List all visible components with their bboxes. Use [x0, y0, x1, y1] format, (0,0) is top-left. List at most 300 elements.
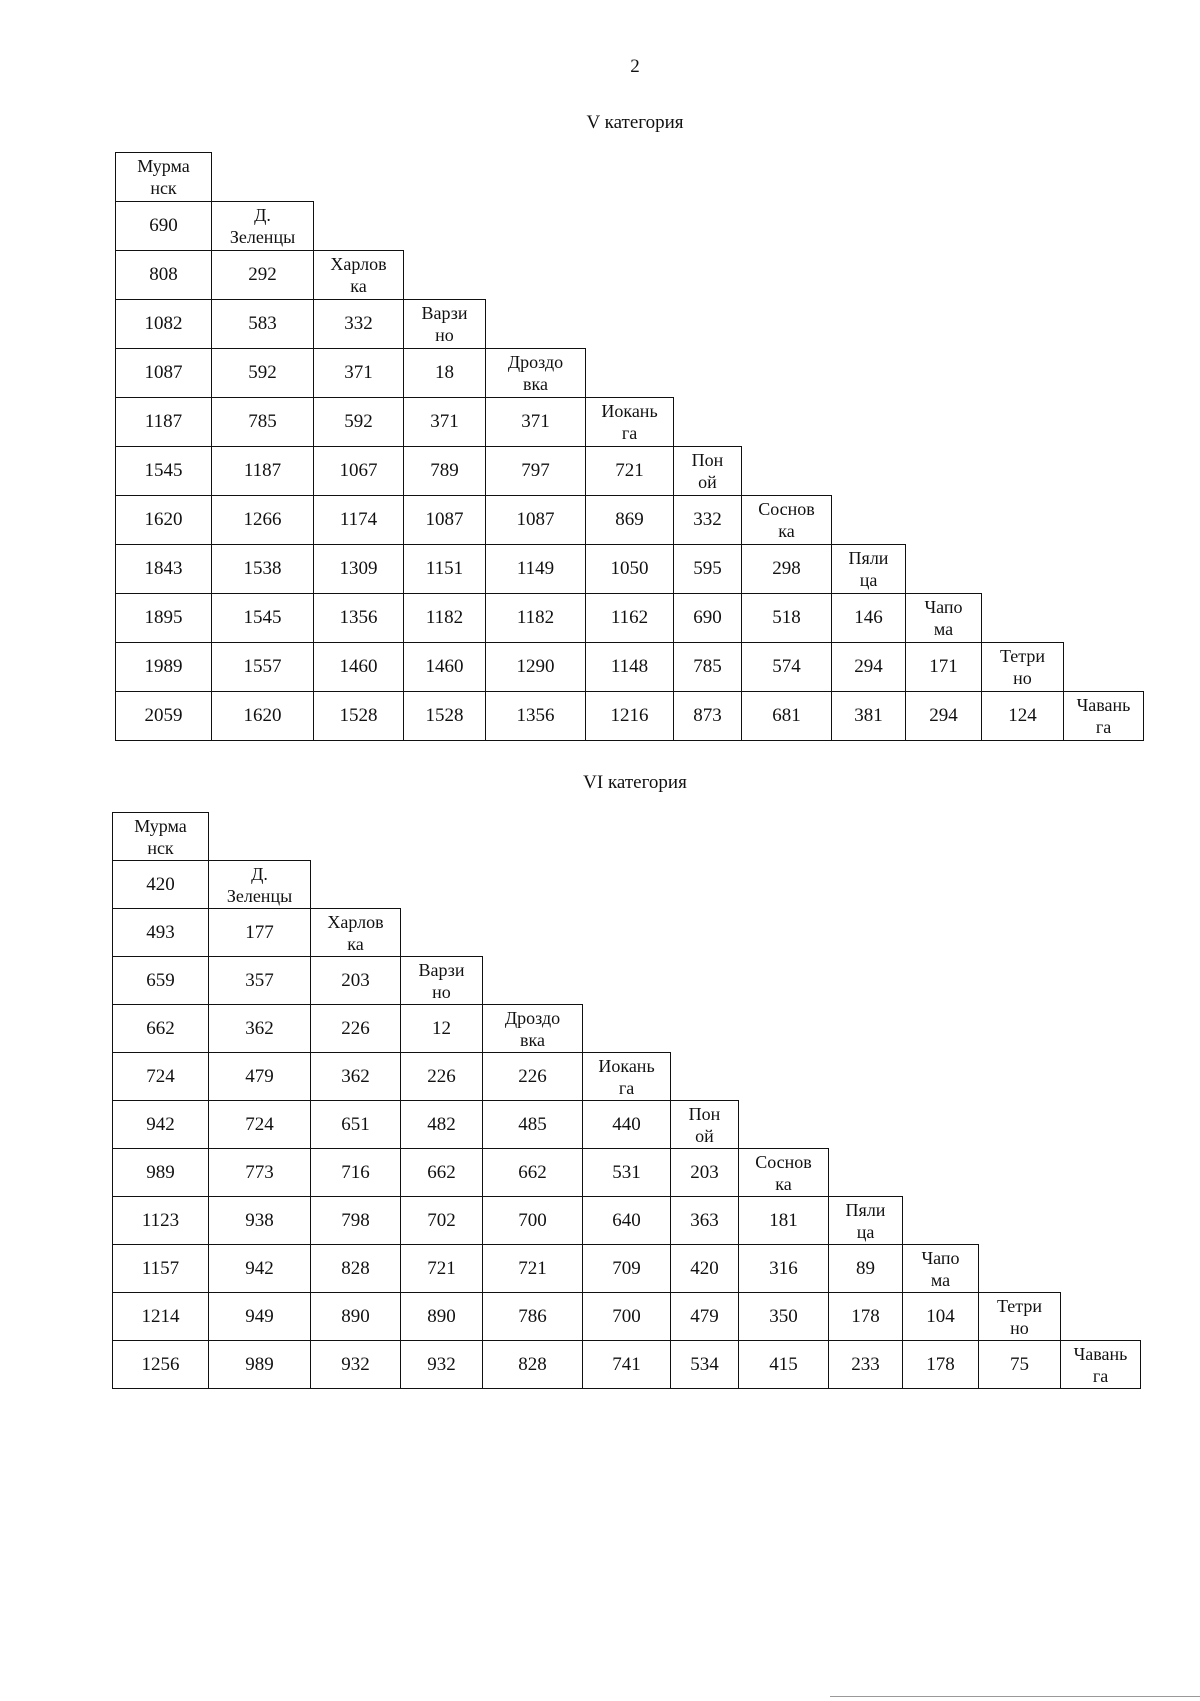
empty-cell: [829, 1149, 903, 1197]
empty-cell: [979, 1005, 1061, 1053]
empty-cell: [979, 1149, 1061, 1197]
empty-cell: [906, 300, 982, 349]
table-row: [113, 1197, 1141, 1245]
empty-cell: [671, 909, 739, 957]
distance-cell: 681: [742, 692, 832, 741]
empty-cell: [483, 909, 583, 957]
distance-cell: 773: [209, 1149, 311, 1197]
distance-cell: 1087: [486, 496, 586, 545]
distance-cell: 721: [401, 1245, 483, 1293]
empty-cell: [829, 1053, 903, 1101]
distance-cell: 1087: [116, 349, 212, 398]
distance-cell: 203: [671, 1149, 739, 1197]
empty-cell: [1064, 398, 1144, 447]
section-title-vi: VI категория: [583, 772, 687, 793]
station-header-cell: Пон ой: [671, 1101, 739, 1149]
empty-cell: [982, 251, 1064, 300]
distance-cell: 1557: [212, 643, 314, 692]
distance-cell: 1356: [486, 692, 586, 741]
distance-cell: 1148: [586, 643, 674, 692]
empty-cell: [671, 1005, 739, 1053]
distance-cell: 233: [829, 1341, 903, 1389]
table-row: [113, 813, 1141, 861]
distance-cell: 890: [401, 1293, 483, 1341]
table-row: [113, 1293, 1141, 1341]
distance-cell: 2059: [116, 692, 212, 741]
distance-cell: 700: [483, 1197, 583, 1245]
empty-cell: [1061, 1005, 1141, 1053]
empty-cell: [1061, 813, 1141, 861]
distance-cell: 890: [311, 1293, 401, 1341]
empty-cell: [314, 153, 404, 202]
distance-cell: 226: [401, 1053, 483, 1101]
station-header-cell: Харлов ка: [314, 251, 404, 300]
table-row: [116, 643, 1144, 692]
empty-cell: [1061, 1149, 1141, 1197]
empty-cell: [1064, 594, 1144, 643]
empty-cell: [906, 447, 982, 496]
distance-cell: 721: [483, 1245, 583, 1293]
empty-cell: [739, 861, 829, 909]
distance-cell: 482: [401, 1101, 483, 1149]
distance-cell: 1087: [404, 496, 486, 545]
distance-cell: 415: [739, 1341, 829, 1389]
empty-cell: [1061, 861, 1141, 909]
distance-cell: 381: [832, 692, 906, 741]
distance-cell: 292: [212, 251, 314, 300]
distance-cell: 592: [212, 349, 314, 398]
distance-cell: 1082: [116, 300, 212, 349]
station-header-cell: Мурма нск: [113, 813, 209, 861]
distance-cell: 362: [311, 1053, 401, 1101]
distance-cell: 226: [311, 1005, 401, 1053]
distance-cell: 1309: [314, 545, 404, 594]
table-row: [116, 251, 1144, 300]
distance-cell: 583: [212, 300, 314, 349]
empty-cell: [739, 1053, 829, 1101]
empty-cell: [1061, 1053, 1141, 1101]
distance-cell: 371: [314, 349, 404, 398]
station-header-cell: Чавань га: [1064, 692, 1144, 741]
distance-cell: 741: [583, 1341, 671, 1389]
table-row: [116, 447, 1144, 496]
empty-cell: [1064, 349, 1144, 398]
distance-cell: 873: [674, 692, 742, 741]
distance-cell: 716: [311, 1149, 401, 1197]
empty-cell: [829, 957, 903, 1005]
empty-cell: [906, 545, 982, 594]
distance-cell: 785: [674, 643, 742, 692]
distance-cell: 1216: [586, 692, 674, 741]
empty-cell: [903, 1149, 979, 1197]
empty-cell: [486, 153, 586, 202]
empty-cell: [586, 300, 674, 349]
empty-cell: [982, 202, 1064, 251]
distance-cell: 357: [209, 957, 311, 1005]
empty-cell: [674, 153, 742, 202]
distance-cell: 1843: [116, 545, 212, 594]
distance-cell: 786: [483, 1293, 583, 1341]
empty-cell: [674, 398, 742, 447]
distance-cell: 485: [483, 1101, 583, 1149]
empty-cell: [979, 909, 1061, 957]
empty-cell: [742, 349, 832, 398]
table-row: [116, 545, 1144, 594]
table-row: [116, 153, 1144, 202]
distance-cell: 171: [906, 643, 982, 692]
empty-cell: [742, 251, 832, 300]
table-row: [116, 692, 1144, 741]
empty-cell: [832, 349, 906, 398]
distance-cell: 1149: [486, 545, 586, 594]
empty-cell: [982, 349, 1064, 398]
empty-cell: [982, 300, 1064, 349]
table-row: [113, 861, 1141, 909]
distance-cell: 709: [583, 1245, 671, 1293]
empty-cell: [586, 202, 674, 251]
empty-cell: [583, 909, 671, 957]
empty-cell: [742, 202, 832, 251]
empty-cell: [742, 153, 832, 202]
table-row: [116, 300, 1144, 349]
distance-cell: 362: [209, 1005, 311, 1053]
empty-cell: [982, 496, 1064, 545]
distance-cell: 721: [586, 447, 674, 496]
distance-cell: 226: [483, 1053, 583, 1101]
distance-cell: 1151: [404, 545, 486, 594]
distance-cell: 1989: [116, 643, 212, 692]
distance-cell: 371: [404, 398, 486, 447]
empty-cell: [401, 861, 483, 909]
empty-cell: [586, 349, 674, 398]
distance-cell: 932: [401, 1341, 483, 1389]
empty-cell: [404, 202, 486, 251]
empty-cell: [903, 909, 979, 957]
distance-cell: 178: [903, 1341, 979, 1389]
empty-cell: [1061, 1293, 1141, 1341]
distance-cell: 932: [311, 1341, 401, 1389]
distance-cell: 1174: [314, 496, 404, 545]
station-header-cell: Тетри но: [979, 1293, 1061, 1341]
station-header-cell: Варзи но: [401, 957, 483, 1005]
distance-cell: 75: [979, 1341, 1061, 1389]
station-header-cell: Дроздо вка: [486, 349, 586, 398]
empty-cell: [1064, 153, 1144, 202]
distance-cell: 124: [982, 692, 1064, 741]
distance-cell: 828: [483, 1341, 583, 1389]
empty-cell: [1064, 643, 1144, 692]
empty-cell: [486, 251, 586, 300]
station-header-cell: Мурма нск: [116, 153, 212, 202]
empty-cell: [979, 1053, 1061, 1101]
empty-cell: [832, 300, 906, 349]
distance-cell: 1157: [113, 1245, 209, 1293]
empty-cell: [832, 251, 906, 300]
empty-cell: [671, 861, 739, 909]
empty-cell: [483, 957, 583, 1005]
distance-cell: 518: [742, 594, 832, 643]
distance-cell: 938: [209, 1197, 311, 1245]
distance-cell: 797: [486, 447, 586, 496]
empty-cell: [401, 909, 483, 957]
distance-cell: 1067: [314, 447, 404, 496]
distance-cell: 798: [311, 1197, 401, 1245]
distance-cell: 1620: [212, 692, 314, 741]
distance-cell: 420: [113, 861, 209, 909]
distance-cell: 662: [113, 1005, 209, 1053]
empty-cell: [486, 202, 586, 251]
distance-cell: 1528: [314, 692, 404, 741]
distance-cell: 724: [113, 1053, 209, 1101]
table-row: [113, 1053, 1141, 1101]
distance-cell: 1460: [404, 643, 486, 692]
distance-cell: 294: [832, 643, 906, 692]
distance-cell: 574: [742, 643, 832, 692]
distance-cell: 789: [404, 447, 486, 496]
empty-cell: [979, 861, 1061, 909]
station-header-cell: Чавань га: [1061, 1341, 1141, 1389]
distance-cell: 294: [906, 692, 982, 741]
empty-cell: [583, 957, 671, 1005]
distance-cell: 534: [671, 1341, 739, 1389]
empty-cell: [829, 909, 903, 957]
distance-cell: 363: [671, 1197, 739, 1245]
station-header-cell: Д. Зеленцы: [209, 861, 311, 909]
distance-table-category-v: [115, 152, 1144, 741]
empty-cell: [979, 1197, 1061, 1245]
distance-cell: 1256: [113, 1341, 209, 1389]
distance-cell: 531: [583, 1149, 671, 1197]
station-header-cell: Тетри но: [982, 643, 1064, 692]
distance-cell: 493: [113, 909, 209, 957]
empty-cell: [829, 1005, 903, 1053]
distance-cell: 1545: [212, 594, 314, 643]
table-row: [116, 594, 1144, 643]
empty-cell: [982, 545, 1064, 594]
distance-cell: 1050: [586, 545, 674, 594]
empty-cell: [1061, 1101, 1141, 1149]
empty-cell: [1061, 1245, 1141, 1293]
empty-cell: [832, 398, 906, 447]
station-header-cell: Пяли ца: [832, 545, 906, 594]
empty-cell: [404, 153, 486, 202]
table-row: [116, 349, 1144, 398]
empty-cell: [982, 594, 1064, 643]
station-header-cell: Пон ой: [674, 447, 742, 496]
empty-cell: [1064, 545, 1144, 594]
distance-cell: 298: [742, 545, 832, 594]
empty-cell: [311, 813, 401, 861]
station-header-cell: Соснов ка: [739, 1149, 829, 1197]
empty-cell: [906, 398, 982, 447]
distance-cell: 989: [209, 1341, 311, 1389]
distance-cell: 942: [209, 1245, 311, 1293]
distance-cell: 350: [739, 1293, 829, 1341]
distance-cell: 1214: [113, 1293, 209, 1341]
empty-cell: [832, 496, 906, 545]
distance-cell: 440: [583, 1101, 671, 1149]
distance-cell: 659: [113, 957, 209, 1005]
empty-cell: [979, 813, 1061, 861]
empty-cell: [829, 861, 903, 909]
empty-cell: [1061, 957, 1141, 1005]
empty-cell: [586, 153, 674, 202]
station-header-cell: Иокань га: [583, 1053, 671, 1101]
empty-cell: [674, 251, 742, 300]
empty-cell: [209, 813, 311, 861]
distance-cell: 690: [116, 202, 212, 251]
empty-cell: [671, 957, 739, 1005]
distance-cell: 332: [674, 496, 742, 545]
distance-cell: 316: [739, 1245, 829, 1293]
distance-cell: 1356: [314, 594, 404, 643]
empty-cell: [739, 1101, 829, 1149]
distance-cell: 808: [116, 251, 212, 300]
empty-cell: [483, 813, 583, 861]
empty-cell: [903, 1197, 979, 1245]
empty-cell: [903, 813, 979, 861]
distance-cell: 203: [311, 957, 401, 1005]
empty-cell: [739, 813, 829, 861]
table-row: [113, 1245, 1141, 1293]
distance-cell: 1545: [116, 447, 212, 496]
empty-cell: [979, 957, 1061, 1005]
station-header-cell: Пяли ца: [829, 1197, 903, 1245]
empty-cell: [739, 909, 829, 957]
distance-cell: 371: [486, 398, 586, 447]
station-header-cell: Варзи но: [404, 300, 486, 349]
distance-cell: 640: [583, 1197, 671, 1245]
empty-cell: [903, 861, 979, 909]
empty-cell: [903, 1101, 979, 1149]
empty-cell: [903, 957, 979, 1005]
distance-cell: 1187: [212, 447, 314, 496]
distance-cell: 662: [483, 1149, 583, 1197]
empty-cell: [832, 447, 906, 496]
empty-cell: [832, 202, 906, 251]
empty-cell: [1061, 909, 1141, 957]
distance-cell: 332: [314, 300, 404, 349]
empty-cell: [829, 813, 903, 861]
empty-cell: [903, 1005, 979, 1053]
empty-cell: [906, 153, 982, 202]
distance-cell: 595: [674, 545, 742, 594]
empty-cell: [671, 813, 739, 861]
distance-cell: 724: [209, 1101, 311, 1149]
empty-cell: [739, 957, 829, 1005]
empty-cell: [982, 447, 1064, 496]
distance-cell: 828: [311, 1245, 401, 1293]
station-header-cell: Чапо ма: [903, 1245, 979, 1293]
empty-cell: [486, 300, 586, 349]
distance-cell: 690: [674, 594, 742, 643]
empty-cell: [906, 251, 982, 300]
distance-cell: 89: [829, 1245, 903, 1293]
distance-cell: 700: [583, 1293, 671, 1341]
empty-cell: [1064, 251, 1144, 300]
empty-cell: [906, 202, 982, 251]
distance-cell: 104: [903, 1293, 979, 1341]
table-row: [116, 496, 1144, 545]
empty-cell: [982, 398, 1064, 447]
station-header-cell: Харлов ка: [311, 909, 401, 957]
table-row: [113, 1005, 1141, 1053]
empty-cell: [979, 1101, 1061, 1149]
table-row: [113, 957, 1141, 1005]
distance-cell: 18: [404, 349, 486, 398]
empty-cell: [742, 447, 832, 496]
empty-cell: [739, 1005, 829, 1053]
distance-cell: 651: [311, 1101, 401, 1149]
empty-cell: [404, 251, 486, 300]
empty-cell: [1064, 447, 1144, 496]
station-header-cell: Иокань га: [586, 398, 674, 447]
distance-cell: 1187: [116, 398, 212, 447]
empty-cell: [1064, 202, 1144, 251]
distance-cell: 479: [209, 1053, 311, 1101]
distance-cell: 702: [401, 1197, 483, 1245]
distance-cell: 146: [832, 594, 906, 643]
empty-cell: [829, 1101, 903, 1149]
scan-edge-line: [830, 1696, 1200, 1697]
station-header-cell: Соснов ка: [742, 496, 832, 545]
distance-cell: 1182: [486, 594, 586, 643]
table-row: [113, 1341, 1141, 1389]
distance-cell: 479: [671, 1293, 739, 1341]
empty-cell: [671, 1053, 739, 1101]
station-header-cell: Чапо ма: [906, 594, 982, 643]
empty-cell: [583, 1005, 671, 1053]
empty-cell: [311, 861, 401, 909]
empty-cell: [832, 153, 906, 202]
empty-cell: [1061, 1197, 1141, 1245]
table-row: [113, 909, 1141, 957]
empty-cell: [674, 349, 742, 398]
page-number: 2: [630, 56, 640, 77]
section-title-v: V категория: [586, 112, 684, 133]
distance-cell: 869: [586, 496, 674, 545]
empty-cell: [1064, 300, 1144, 349]
distance-cell: 989: [113, 1149, 209, 1197]
distance-cell: 1290: [486, 643, 586, 692]
distance-cell: 181: [739, 1197, 829, 1245]
distance-cell: 1162: [586, 594, 674, 643]
empty-cell: [979, 1245, 1061, 1293]
distance-cell: 942: [113, 1101, 209, 1149]
distance-cell: 1123: [113, 1197, 209, 1245]
empty-cell: [674, 300, 742, 349]
empty-cell: [674, 202, 742, 251]
distance-cell: 949: [209, 1293, 311, 1341]
distance-cell: 420: [671, 1245, 739, 1293]
empty-cell: [583, 861, 671, 909]
table-row: [116, 202, 1144, 251]
distance-table-category-vi: [112, 812, 1141, 1389]
distance-cell: 1895: [116, 594, 212, 643]
empty-cell: [742, 398, 832, 447]
empty-cell: [903, 1053, 979, 1101]
distance-cell: 1182: [404, 594, 486, 643]
station-header-cell: Дроздо вка: [483, 1005, 583, 1053]
empty-cell: [401, 813, 483, 861]
distance-cell: 785: [212, 398, 314, 447]
empty-cell: [583, 813, 671, 861]
distance-cell: 178: [829, 1293, 903, 1341]
table-row: [113, 1149, 1141, 1197]
distance-cell: 592: [314, 398, 404, 447]
distance-cell: 177: [209, 909, 311, 957]
distance-cell: 1538: [212, 545, 314, 594]
